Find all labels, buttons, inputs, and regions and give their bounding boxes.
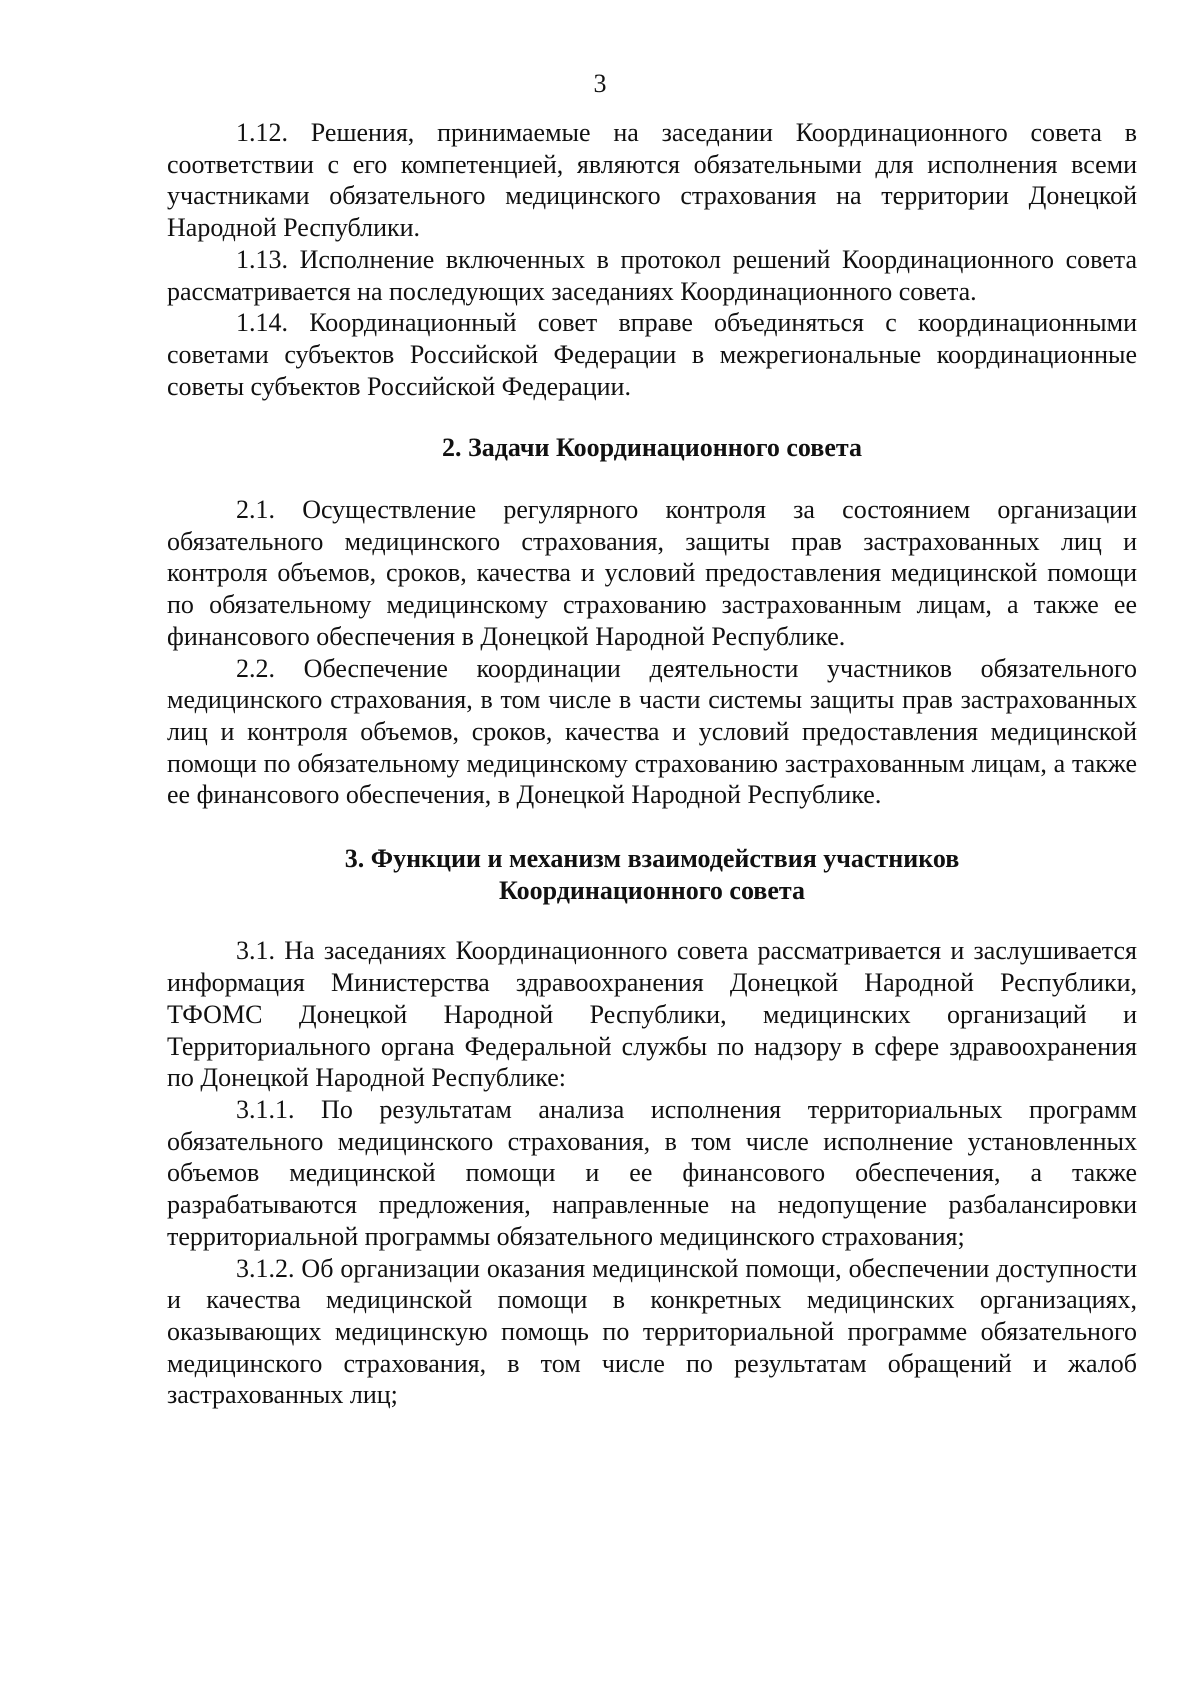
section-3-heading-line-2: Координационного совета — [499, 875, 805, 905]
paragraph-1-13: 1.13. Исполнение включенных в протокол решений Координационного совета рассматривается на последующих заседаниях Координационного совета. — [167, 244, 1137, 306]
paragraph-3-1-1: 3.1.1. По результатам анализа исполнения территориальных программ обязательного медицинского страхования, в том числе исполнение установленных объемов медицинской помощи и ее финансового обеспечения, а также разрабатываются предложения, направленные на недопущение разбалансировки территориальной программы обязательного медицинского страхования; — [167, 1094, 1137, 1251]
section-2-heading: 2. Задачи Координационного совета — [442, 433, 862, 463]
paragraph-3-1: 3.1. На заседаниях Координационного совета рассматривается и заслушивается информация Министерства здравоохранения Донецкой Народной Республики, ТФОМС Донецкой Народной Республики, медицинских организаций и Территориального органа Федеральной службы по надзору в сфере здравоохранения по Донецкой Народной Республике: — [167, 936, 1137, 1093]
paragraph-2-2: 2.2. Обеспечение координации деятельности участников обязательного медицинского страхования, в том числе в части системы защиты прав застрахованных лиц и контроля объемов, сроков, качества и условий предоставления медицинской помощи по обязательному медицинскому страхованию застрахованным лицам, а также ее финансового обеспечения, в Донецкой Народной Республике. — [167, 653, 1137, 810]
document-body — [167, 117, 1137, 1411]
paragraph-3-1-2: 3.1.2. Об организации оказания медицинской помощи, обеспечении доступности и качества медицинской помощи в конкретных медицинских организациях, оказывающих медицинскую помощь по территориальной программе обязательного медицинского страхования, в том числе по результатам обращений и жалоб застрахованных лиц; — [167, 1253, 1137, 1410]
paragraph-1-14: 1.14. Координационный совет вправе объединяться с координационными советами субъектов Российской Федерации в межрегиональные координационные советы субъектов Российской Федерации. — [167, 308, 1137, 401]
paragraph-1-12: 1.12. Решения, принимаемые на заседании Координационного совета в соответствии с его компетенцией, являются обязательными для исполнения всеми участниками обязательного медицинского страхования на территории Донецкой Народной Республики. — [167, 118, 1137, 243]
page-number: 3 — [593, 69, 607, 98]
section-3-heading-line-1: 3. Функции и механизм взаимодействия участников — [344, 844, 960, 874]
paragraph-2-1: 2.1. Осуществление регулярного контроля за состоянием организации обязательного медицинского страхования, защиты прав застрахованных лиц и контроля объемов, сроков, качества и условий предоставления медицинской помощи по обязательному медицинскому страхованию застрахованным лицам, а также ее финансового обеспечения в Донецкой Народной Республике. — [167, 495, 1137, 651]
section-3-heading — [167, 843, 1137, 906]
